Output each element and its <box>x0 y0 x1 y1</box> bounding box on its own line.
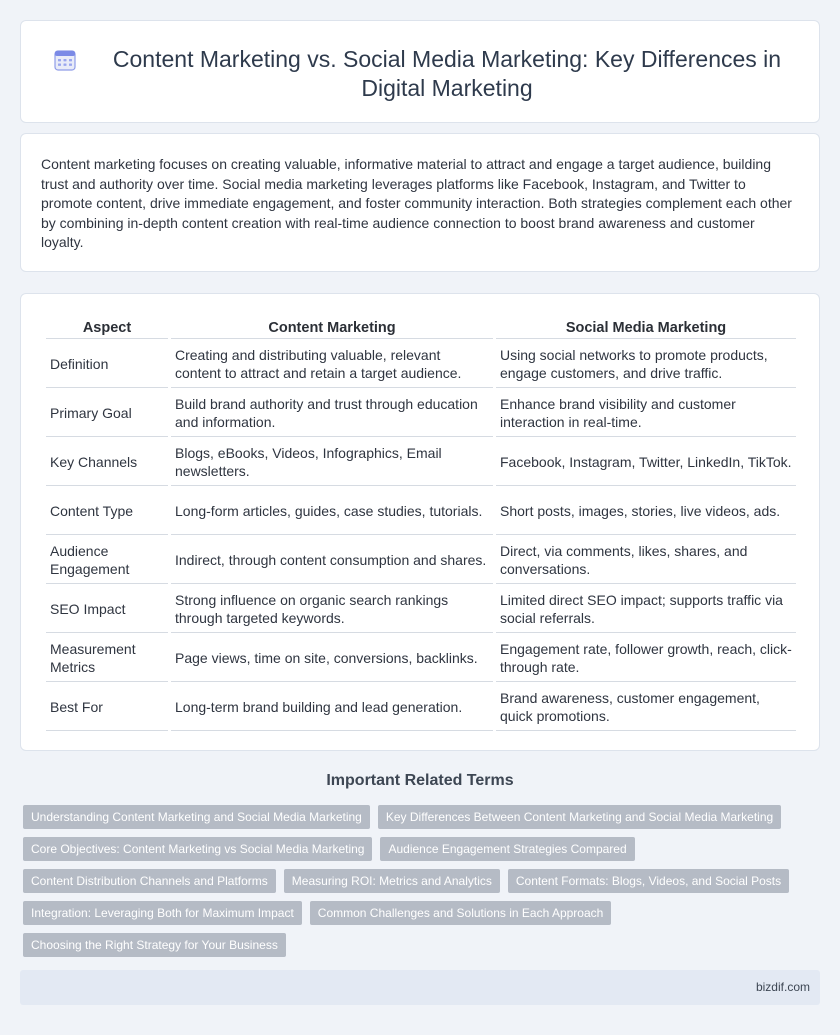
content-marketing-cell: Long-form articles, guides, case studies, tutorials. <box>171 488 493 535</box>
content-marketing-cell: Blogs, eBooks, Videos, Infographics, Email newsletters. <box>171 439 493 486</box>
content-marketing-cell: Creating and distributing valuable, relevant content to attract and retain a target audience. <box>171 341 493 388</box>
aspect-cell: Content Type <box>46 488 168 535</box>
content-marketing-cell: Strong influence on organic search rankings through targeted keywords. <box>171 586 493 633</box>
content-marketing-cell: Build brand authority and trust through education and information. <box>171 390 493 437</box>
column-header-social-media-marketing: Social Media Marketing <box>496 319 796 339</box>
table-row <box>46 635 796 682</box>
related-term-tag[interactable]: Measuring ROI: Metrics and Analytics <box>284 869 500 893</box>
content-marketing-cell: Long-term brand building and lead generation. <box>171 684 493 731</box>
related-term-tag[interactable]: Common Challenges and Solutions in Each Approach <box>310 901 612 925</box>
aspect-cell: Measurement Metrics <box>46 635 168 682</box>
social-media-cell: Using social networks to promote products, engage customers, and drive traffic. <box>496 341 796 388</box>
related-term-tag[interactable]: Integration: Leveraging Both for Maximum Impact <box>23 901 302 925</box>
table-row <box>46 537 796 584</box>
related-term-tag[interactable]: Choosing the Right Strategy for Your Business <box>23 933 286 957</box>
title-card <box>20 20 820 123</box>
related-term-tag[interactable]: Content Formats: Blogs, Videos, and Social Posts <box>508 869 789 893</box>
related-term-tag[interactable]: Key Differences Between Content Marketing and Social Media Marketing <box>378 805 781 829</box>
social-media-cell: Enhance brand visibility and customer interaction in real-time. <box>496 390 796 437</box>
aspect-cell: Key Channels <box>46 439 168 486</box>
column-header-aspect: Aspect <box>46 319 168 339</box>
comparison-table-card <box>20 293 820 751</box>
aspect-cell: Definition <box>46 341 168 388</box>
content-marketing-cell: Page views, time on site, conversions, backlinks. <box>171 635 493 682</box>
table-header-row <box>46 319 796 339</box>
content-marketing-cell: Indirect, through content consumption and shares. <box>171 537 493 584</box>
page-title: Content Marketing vs. Social Media Marketing: Key Differences in Digital Marketing <box>112 46 782 101</box>
footer <box>20 970 820 1005</box>
table-row <box>46 341 796 388</box>
aspect-cell: Audience Engagement <box>46 537 168 584</box>
footer-site-link[interactable]: bizdif.com <box>755 980 810 994</box>
social-media-cell: Facebook, Instagram, Twitter, LinkedIn, TikTok. <box>496 439 796 486</box>
social-media-cell: Limited direct SEO impact; supports traffic via social referrals. <box>496 586 796 633</box>
related-term-tag[interactable]: Content Distribution Channels and Platforms <box>23 869 276 893</box>
summary-paragraph: Content marketing focuses on creating valuable, informative material to attract and engage a target audience, building trust and authority over time. Social media marketing leverages platforms like Facebook, Instagram, and Twitter to promote content, drive immediate engagement, and foster community interaction. Both strategies complement each other by combining in-depth content creation with real-time audience connection to boost brand awareness and customer loyalty. <box>41 156 792 251</box>
aspect-cell: Best For <box>46 684 168 731</box>
table-row <box>46 586 796 633</box>
related-term-tag[interactable]: Understanding Content Marketing and Social Media Marketing <box>23 805 370 829</box>
column-header-content-marketing: Content Marketing <box>171 319 493 339</box>
social-media-cell: Engagement rate, follower growth, reach, click-through rate. <box>496 635 796 682</box>
aspect-cell: SEO Impact <box>46 586 168 633</box>
social-media-cell: Brand awareness, customer engagement, quick promotions. <box>496 684 796 731</box>
related-term-tag[interactable]: Core Objectives: Content Marketing vs Social Media Marketing <box>23 837 372 861</box>
table-row <box>46 684 796 731</box>
social-media-cell: Short posts, images, stories, live videos, ads. <box>496 488 796 535</box>
summary-card <box>20 133 820 272</box>
aspect-cell: Primary Goal <box>46 390 168 437</box>
table-row <box>46 488 796 535</box>
related-terms-heading: Important Related Terms <box>326 772 514 789</box>
social-media-cell: Direct, via comments, likes, shares, and conversations. <box>496 537 796 584</box>
related-term-tag[interactable]: Audience Engagement Strategies Compared <box>380 837 634 861</box>
related-terms-list <box>23 805 803 957</box>
comparison-table <box>43 317 799 733</box>
table-row <box>46 390 796 437</box>
table-row <box>46 439 796 486</box>
